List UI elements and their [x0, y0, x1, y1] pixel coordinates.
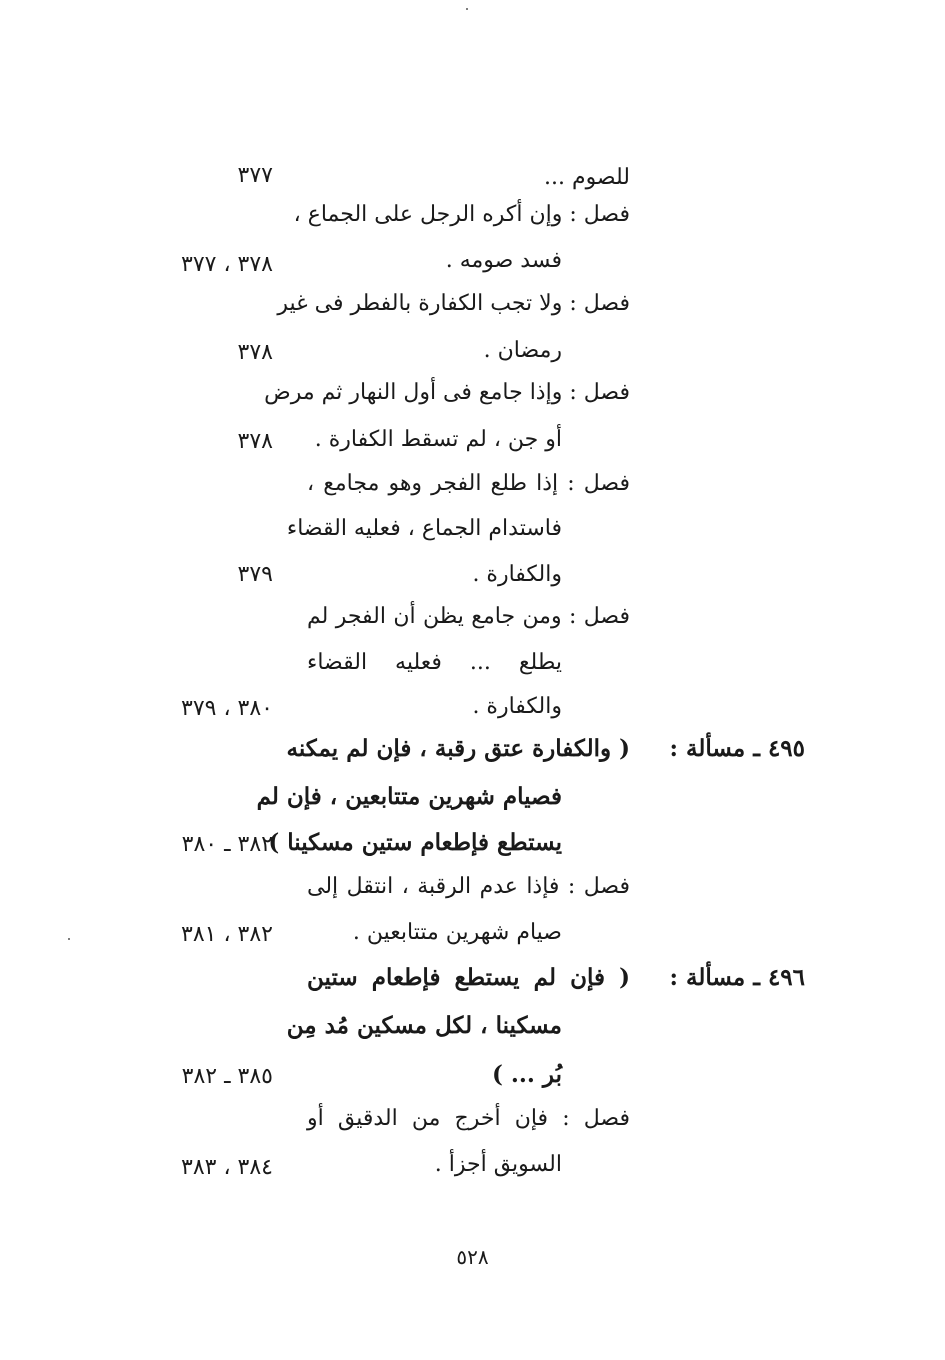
- masala-text: مسكينا ، لكل مسكين مُد مِن: [286, 1012, 562, 1039]
- page-reference: ٣٨٢ ، ٣٨١: [181, 922, 273, 947]
- index-line: فصل : ولا تجب الكفارة بالفطر فى غير: [277, 291, 630, 316]
- index-line: فصل : ومن جامع يظن أن الفجر لم: [307, 604, 630, 629]
- masala-heading: ٤٩٦ ـ مسألة :: [669, 964, 805, 991]
- index-line: أو جن ، لم تسقط الكفارة .: [314, 427, 562, 452]
- index-line: رمضان .: [483, 338, 562, 363]
- index-line: السويق أجزأ .: [434, 1152, 562, 1177]
- page-reference: ٣٨٥ ـ ٣٨٢: [181, 1064, 273, 1089]
- index-line: فاستدام الجماع ، فعليه القضاء: [286, 516, 562, 541]
- index-line: فصل : إذا طلع الفجر وهو مجامع ،: [307, 471, 630, 496]
- index-line: فصل : فإذا عدم الرقبة ، انتقل إلى: [307, 874, 630, 899]
- page-reference: ٣٨٢ ـ ٣٨٠: [181, 832, 273, 857]
- index-line: والكفارة .: [472, 694, 562, 719]
- masala-text: يستطع فإطعام ستين مسكينا ): [268, 829, 562, 856]
- masala-text: ( فإن لم يستطع فإطعام ستين: [307, 964, 630, 991]
- index-line: فصل : وإذا جامع فى أول النهار ثم مرض: [264, 380, 630, 405]
- scan-speck: [68, 938, 70, 940]
- page-number: ٥٢٨: [456, 1245, 489, 1269]
- index-line: والكفارة .: [472, 562, 562, 587]
- page-reference: ٣٧٨ ، ٣٧٧: [181, 252, 273, 277]
- index-line: فصل : فإن أخرج من الدقيق أو: [307, 1106, 630, 1131]
- index-line: فسد صومه .: [445, 248, 562, 273]
- page-reference: ٣٧٨: [237, 340, 273, 365]
- page-reference: ٣٨٠ ، ٣٧٩: [181, 696, 273, 721]
- masala-text: بُر ... ): [491, 1061, 562, 1088]
- page-reference: ٣٧٩: [237, 562, 273, 587]
- index-line: فصل : وإن أكره الرجل على الجماع ،: [293, 202, 630, 227]
- page-reference: ٣٧٨: [237, 429, 273, 454]
- scan-speck: [466, 8, 468, 10]
- page-reference: ٣٧٧: [237, 163, 273, 188]
- masala-text: ( والكفارة عتق رقبة ، فإن لم يمكنه: [286, 735, 630, 762]
- masala-text: فصيام شهرين متتابعين ، فإن لم: [256, 783, 562, 810]
- masala-heading: ٤٩٥ ـ مسألة :: [669, 735, 805, 762]
- page-reference: ٣٨٤ ، ٣٨٣: [181, 1155, 273, 1180]
- index-line: صيام شهرين متتابعين .: [352, 920, 562, 945]
- index-line: للصوم ...: [543, 165, 630, 190]
- index-line: يطلع ... فعليه القضاء: [307, 650, 562, 675]
